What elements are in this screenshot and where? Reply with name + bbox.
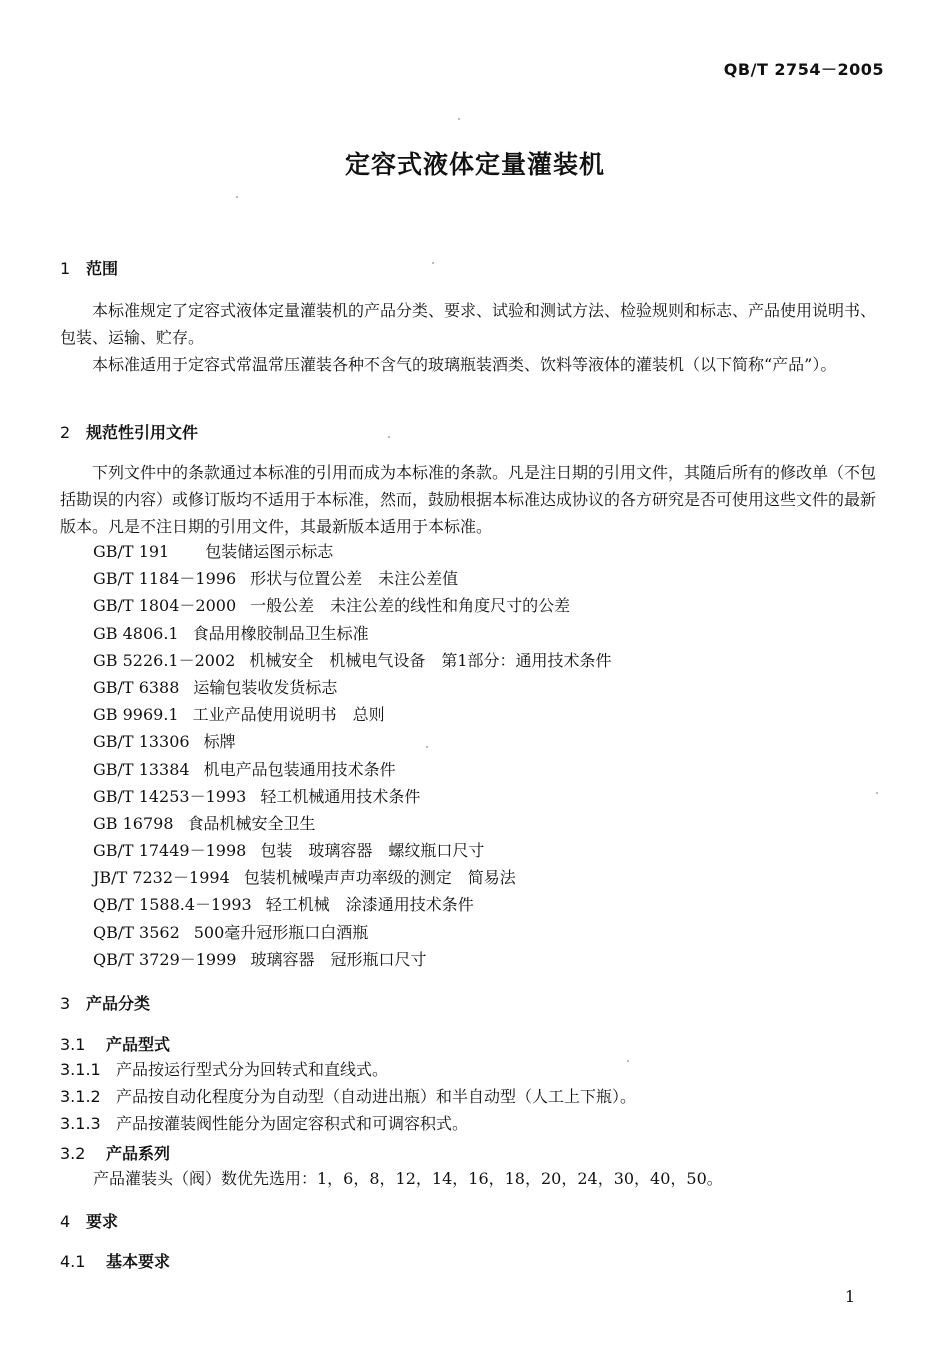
reference-item: GB/T 14253－1993 轻工机械通用技术条件 — [93, 786, 421, 806]
reference-item: QB/T 1588.4－1993 轻工机械 涂漆通用技术条件 — [93, 895, 474, 915]
section-title: 产品分类 — [86, 994, 151, 1013]
scan-speck — [236, 196, 238, 198]
page-number: 1 — [844, 1287, 855, 1306]
scan-speck — [876, 792, 878, 794]
scan-speck — [388, 436, 390, 438]
section-title: 范围 — [86, 259, 119, 278]
section-3-1-heading — [60, 1032, 170, 1055]
section-number: 2 — [60, 423, 71, 442]
scan-speck — [627, 1060, 629, 1062]
standard-number: QB/T 2754－2005 — [723, 60, 884, 79]
section-3-heading — [60, 991, 150, 1014]
section-title: 规范性引用文件 — [86, 423, 199, 442]
clause-3-1-3: 3.1.3 产品按灌装阀性能分为固定容积式和可调容积式。 — [60, 1114, 469, 1133]
section-number: 3 — [60, 994, 71, 1013]
scope-paragraph-1: 本标准规定了定容式液体定量灌装机的产品分类、要求、试验和测试方法、检验规则和标志、产品使用说明书、包装、运输、贮存。 — [60, 301, 877, 347]
reference-item: GB/T 191 包装储运图示标志 — [93, 542, 334, 561]
reference-item: GB 4806.1 食品用橡胶制品卫生标准 — [93, 623, 369, 643]
reference-item: GB/T 1804－2000 一般公差 未注公差的线性和角度尺寸的公差 — [93, 596, 571, 616]
section-4-heading — [60, 1209, 118, 1232]
reference-item: GB/T 6388 运输包装收发货标志 — [93, 677, 338, 697]
reference-item: JB/T 7232－1994 包装机械噪声声功率级的测定 简易法 — [93, 868, 516, 888]
reference-item: GB/T 13384 机电产品包装通用技术条件 — [93, 759, 396, 779]
section-title: 产品系列 — [106, 1144, 171, 1163]
references-intro-paragraph: 下列文件中的条款通过本标准的引用而成为本标准的条款。凡是注日期的引用文件，其随后所有的修改单（不包括勘误的内容）或修订版均不适用于本标准，然而，鼓励根据本标准达成协议的各方研究是否可使用这些文件的最新版本。凡是不注日期的引用文件，其最新版本适用于本标准。 — [60, 463, 877, 536]
scan-speck — [432, 262, 434, 264]
section-number: 4 — [60, 1212, 71, 1231]
section-number: 1 — [60, 259, 71, 278]
section-title: 基本要求 — [106, 1252, 171, 1271]
scan-speck — [458, 118, 460, 120]
section-title: 要求 — [86, 1212, 119, 1231]
reference-item: QB/T 3729－1999 玻璃容器 冠形瓶口尺寸 — [93, 949, 427, 969]
reference-item: GB/T 13306 标牌 — [93, 732, 236, 752]
clause-3-1-1: 3.1.1 产品按运行型式分为回转式和直线式。 — [60, 1060, 389, 1079]
section-number: 4.1 — [60, 1252, 86, 1271]
reference-item: GB 5226.1－2002 机械安全 机械电气设备 第1部分：通用技术条件 — [93, 650, 612, 670]
section-2-heading — [60, 420, 198, 443]
section-1-heading — [60, 256, 118, 279]
scope-paragraph-2: 本标准适用于定容式常温常压灌装各种不含气的玻璃瓶装酒类、饮料等液体的灌装机（以下简称“产品”）。 — [92, 355, 837, 374]
reference-list — [93, 538, 612, 973]
reference-item: GB 9969.1 工业产品使用说明书 总则 — [93, 705, 385, 725]
section-3-2-heading — [60, 1141, 170, 1164]
product-series-text: 产品灌装头（阀）数优先选用：1，6，8，12，14，16，18，20，24，30，40，50。 — [93, 1169, 723, 1188]
scan-speck — [426, 746, 428, 748]
section-number: 3.1 — [60, 1035, 86, 1054]
section-number: 3.2 — [60, 1144, 86, 1163]
section-title: 产品型式 — [106, 1035, 171, 1054]
section-4-1-heading — [60, 1249, 170, 1272]
clause-3-1-2: 3.1.2 产品按自动化程度分为自动型（自动进出瓶）和半自动型（人工上下瓶）。 — [60, 1087, 637, 1106]
reference-item: GB/T 17449－1998 包装 玻璃容器 螺纹瓶口尺寸 — [93, 841, 485, 861]
reference-item: QB/T 3562 500毫升冠形瓶口白酒瓶 — [93, 922, 369, 942]
reference-item: GB 16798 食品机械安全卫生 — [93, 813, 316, 833]
document-title: 定容式液体定量灌装机 — [344, 150, 605, 179]
reference-item: GB/T 1184－1996 形状与位置公差 未注公差值 — [93, 569, 459, 589]
